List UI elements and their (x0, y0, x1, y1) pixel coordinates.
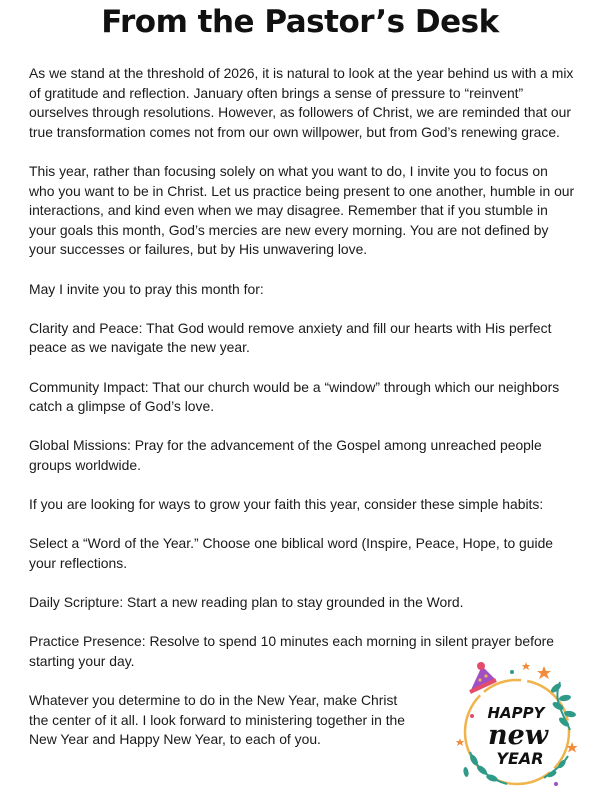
prayer-item-missions: Global Missions: Pray for the advancement of the Gospel among unreached people groups worldwide. (29, 437, 542, 473)
prayer-intro: May I invite you to pray this month for: (29, 280, 264, 297)
page-title: From the Pastor’s Desk (101, 4, 499, 40)
closing-paragraph: Whatever you determine to do in the New Year, make Christ the center of it all. I look forward to ministering together in the New Year and Happy New Year, to each of you. (29, 692, 406, 748)
intro-paragraph: As we stand at the threshold of 2026, it is natural to look at the year behind us with a mix of gratitude and reflection. January often brings a sense of pressure to “reinvent” ourselves through resolutions. However, as followers of Christ, we are reminded that our true transformation comes not from our own willpower, but from God’s renewing grace. (29, 65, 574, 140)
graphic-text-new: new (487, 720, 549, 751)
graphic-text-year: YEAR (496, 749, 544, 768)
confetti-dot (554, 782, 558, 786)
habit-word-of-year: Select a “Word of the Year.” Choose one biblical word (Inspire, Peace, Hope, to guide your reflections. (29, 535, 554, 571)
prayer-item-clarity: Clarity and Peace: That God would remove anxiety and fill our hearts with His perfect peace as we navigate the new year. (29, 319, 552, 356)
confetti-dot (470, 714, 474, 718)
happy-new-year-graphic (452, 660, 582, 794)
graphic-text-happy: HAPPY (487, 704, 545, 722)
confetti-dot (510, 670, 514, 674)
habit-practice-presence: Practice Presence: Resolve to spend 10 minutes each morning in silent prayer before starting your day. (29, 633, 555, 669)
invitation-paragraph: This year, rather than focusing solely on what you want to do, I invite you to focus on who you want to be in Christ. Let us practice being present to one another, humble in our interactions, and kind even when we may disagree. Remember that if you stumble in your goals this month, God’s mercies are new every morning. You are not defined by your successes or failures, but by His unwavering love. (29, 162, 575, 258)
habits-intro: If you are looking for ways to grow your faith this year, consider these simple habits: (29, 496, 544, 513)
prayer-item-community: Community Impact: That our church would be a “window” through which our neighbors catch a glimpse of God’s love. (29, 378, 560, 415)
habit-daily-scripture: Daily Scripture: Start a new reading plan to stay grounded in the Word. (29, 594, 464, 611)
